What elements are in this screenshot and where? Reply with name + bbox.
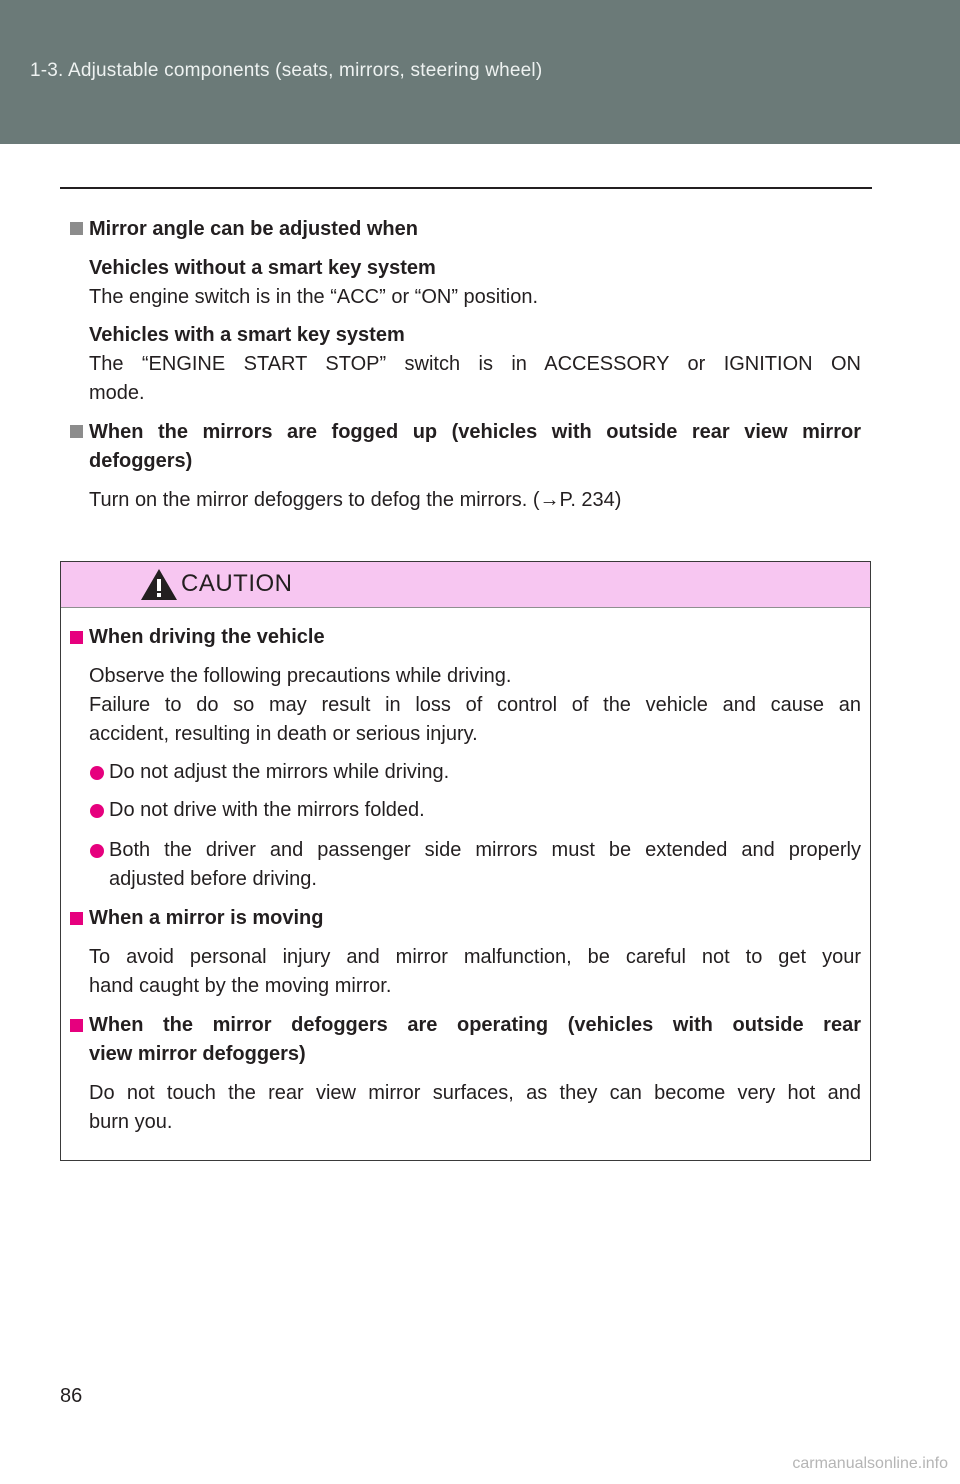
body-text: Failure to do so may result in loss of control of the vehicle and cause an — [89, 694, 861, 716]
divider-rule — [60, 187, 872, 189]
body-text: To avoid personal injury and mirror malfunction, be careful not to get your — [89, 946, 861, 968]
watermark: carmanualsonline.info — [792, 1455, 948, 1472]
body-text: accident, resulting in death or serious injury. — [89, 723, 478, 745]
caution-title: CAUTION — [181, 570, 293, 597]
body-text: The “ENGINE START STOP” switch is in ACCESSORY or IGNITION ON — [89, 353, 861, 375]
body-text: mode. — [89, 382, 145, 404]
note-heading: When the mirrors are fogged up (vehicles with outside rear view mirror — [89, 421, 861, 443]
warning-triangle-icon — [140, 568, 178, 601]
body-text: hand caught by the moving mirror. — [89, 975, 392, 997]
square-bullet-icon — [70, 912, 83, 925]
bullet-text: Both the driver and passenger side mirrors must be extended and properly — [109, 839, 861, 861]
body-text: Turn on the mirror defoggers to defog the mirrors. (→P. 234) — [89, 489, 622, 511]
note-heading: defoggers) — [89, 450, 193, 472]
square-bullet-icon — [70, 631, 83, 644]
bullet-text: Do not drive with the mirrors folded. — [109, 799, 425, 821]
body-text: The engine switch is in the “ACC” or “ON” position. — [89, 286, 539, 308]
caution-heading: view mirror defoggers) — [89, 1043, 306, 1065]
caution-heading: When the mirror defoggers are operating (vehicles with outside rear — [89, 1014, 861, 1036]
bullet-text: Do not adjust the mirrors while driving. — [109, 761, 450, 783]
round-bullet-icon — [90, 804, 104, 818]
body-text: Observe the following precautions while driving. — [89, 665, 512, 687]
round-bullet-icon — [90, 766, 104, 780]
caution-heading: When driving the vehicle — [89, 626, 325, 648]
square-bullet-icon — [70, 1019, 83, 1032]
subheading: Vehicles without a smart key system — [89, 257, 436, 279]
bullet-text: adjusted before driving. — [109, 868, 317, 890]
round-bullet-icon — [90, 844, 104, 858]
section-title: 1-3. Adjustable components (seats, mirrors, steering wheel) — [30, 60, 543, 81]
caution-header — [61, 562, 870, 608]
page-header — [0, 0, 960, 144]
caution-heading: When a mirror is moving — [89, 907, 324, 929]
note-heading: Mirror angle can be adjusted when — [89, 218, 418, 240]
page-number: 86 — [60, 1385, 83, 1407]
square-bullet-icon — [70, 222, 83, 235]
subheading: Vehicles with a smart key system — [89, 324, 405, 346]
body-text: Do not touch the rear view mirror surfaces, as they can become very hot and — [89, 1082, 861, 1104]
body-text: burn you. — [89, 1111, 173, 1133]
square-bullet-icon — [70, 425, 83, 438]
